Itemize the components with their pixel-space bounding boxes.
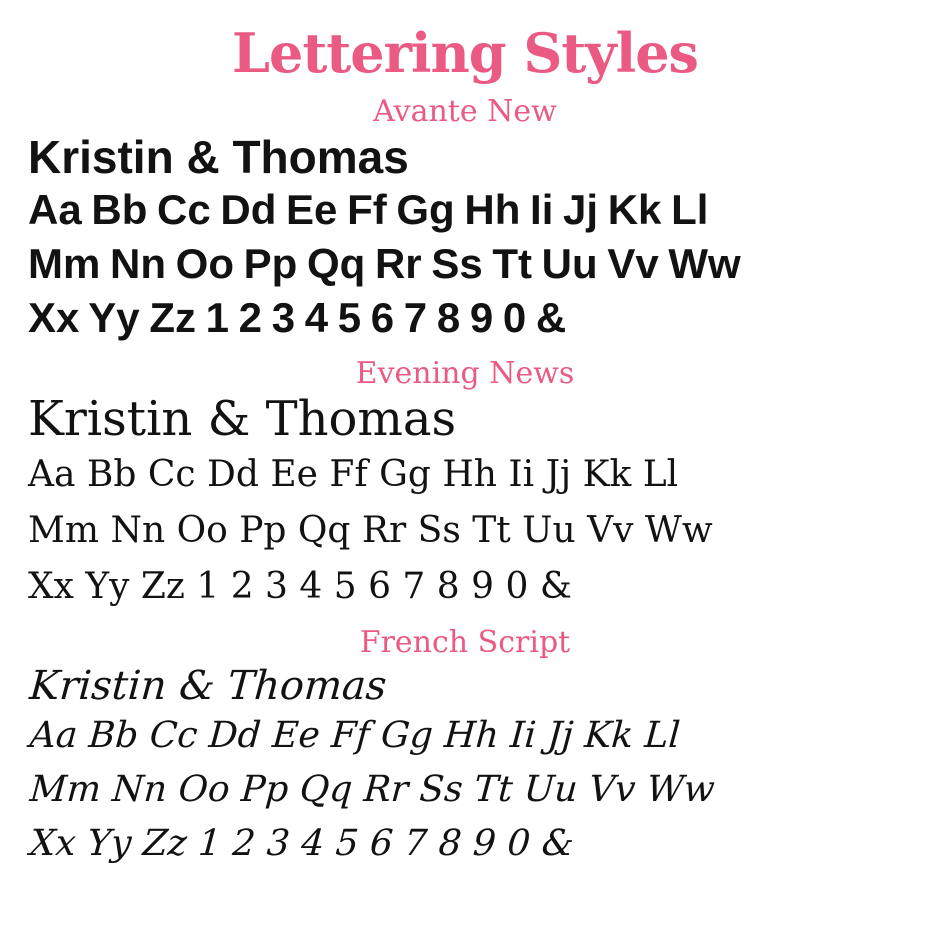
sample-name-french-script: Kristin & Thomas [28, 662, 389, 709]
alphabet-line-evening-news-3: Xx Yy Zz 1 2 3 4 5 6 7 8 9 0 & [28, 565, 572, 607]
section-title-evening-news: Evening News [355, 355, 575, 391]
section-title-avante-new: Avante New [373, 94, 557, 130]
page-title: Lettering Styles [232, 21, 698, 85]
lettering-styles-sheet [0, 21, 930, 871]
font-sample-avante-new [0, 132, 930, 345]
alphabet-line-evening-news-1: Aa Bb Cc Dd Ee Ff Gg Hh Ii Jj Kk Ll [28, 453, 679, 495]
section-evening-news [0, 357, 930, 615]
alphabet-line-avante-new-2: Mm Nn Oo Pp Qq Rr Ss Tt Uu Vv Ww [28, 240, 741, 288]
section-title-french-script: French Script [359, 625, 571, 661]
alphabet-line-french-script-2: Mm Nn Oo Pp Qq Rr Ss Tt Uu Vv Ww [28, 768, 717, 810]
sample-name-evening-news: Kristin & Thomas [28, 391, 457, 448]
font-sample-evening-news [0, 393, 930, 614]
section-french-script [0, 626, 930, 871]
alphabet-line-avante-new-3: Xx Yy Zz 1 2 3 4 5 6 7 8 9 0 & [28, 293, 567, 341]
sample-name-avante-new: Kristin & Thomas [28, 130, 409, 183]
alphabet-line-french-script-1: Aa Bb Cc Dd Ee Ff Gg Hh Ii Jj Kk Ll [28, 714, 682, 756]
alphabet-line-french-script-3: Xx Yy Zz 1 2 3 4 5 6 7 8 9 0 & [28, 822, 576, 864]
alphabet-line-evening-news-2: Mm Nn Oo Pp Qq Rr Ss Tt Uu Vv Ww [28, 509, 713, 551]
alphabet-line-avante-new-1: Aa Bb Cc Dd Ee Ff Gg Hh Ii Jj Kk Ll [28, 186, 709, 234]
section-avante-new [0, 95, 930, 344]
font-sample-french-script [0, 663, 930, 871]
